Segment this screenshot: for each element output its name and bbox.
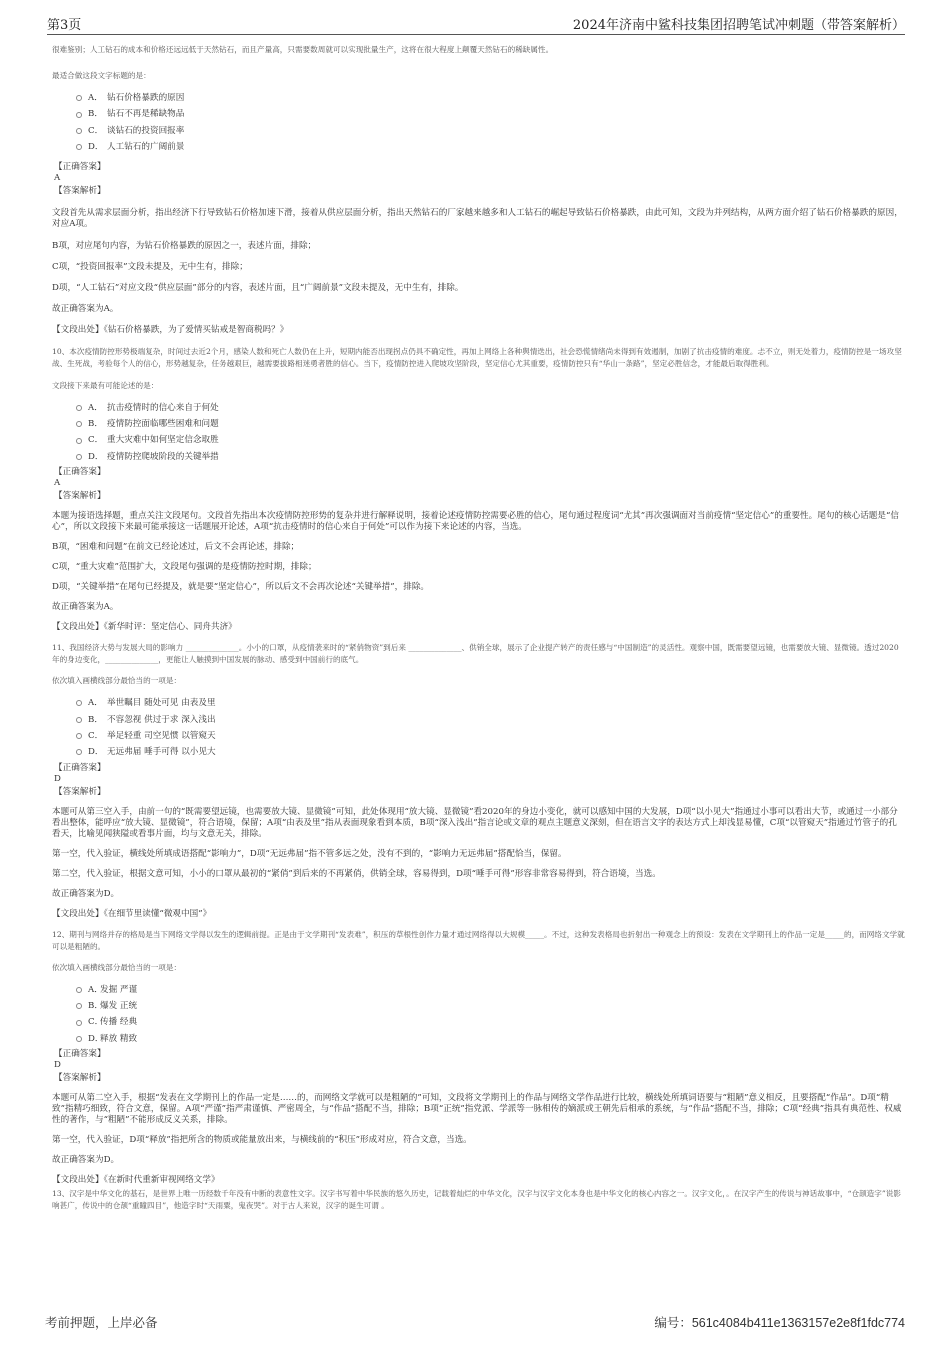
q12-passage: 12、期刊与网络并存的格局是当下网络文学得以发生的逻辑前提。正是由于文学期刊“发表难”，积压的草根性创作力量才通过网络得以大规模_____。不过，这种发表格局也折射出一种观念上的预设：发表在文学期刊上的作品一定是_____的，而网络文学就可以是粗陋的。	[52, 929, 905, 951]
radio-icon[interactable]	[76, 733, 82, 739]
q10-stem: 文段接下来最有可能论述的是：	[52, 380, 159, 390]
q11-options	[76, 695, 905, 761]
radio-icon[interactable]	[76, 987, 82, 993]
q12-options	[76, 982, 905, 1048]
footer-slogan: 考前押题，上岸必备	[45, 1315, 158, 1330]
q11-answer: D	[54, 773, 61, 784]
q11-analysis-4: 故正确答案为D。	[52, 888, 120, 899]
q9-answer: A	[54, 172, 61, 183]
q12-stem: 依次填入画横线部分最恰当的一项是：	[52, 962, 182, 972]
radio-icon[interactable]	[76, 749, 82, 755]
q10-analysis-5: 故正确答案为A。	[52, 602, 119, 613]
page-content	[52, 40, 905, 1212]
radio-icon[interactable]	[76, 1003, 82, 1009]
footer-id	[654, 1313, 905, 1331]
q9-options	[76, 90, 905, 156]
q9-option-a[interactable]: A． 钻石价格暴跌的原因	[76, 90, 905, 106]
radio-icon[interactable]	[76, 405, 82, 411]
q12-option-a[interactable]: A． 发掘 严谨	[76, 982, 905, 998]
q11-source: 【文段出处】《在细节里读懂“微观中国”》	[52, 908, 212, 919]
q10-analysis-1: 本题为接语选择题，重点关注文段尾句。文段首先指出本次疫情防控形势的复杂并进行解释说明，接着论述疫情防控需要必胜的信心，尾句通过程度词“尤其”再次强调面对当前疫情“坚定信心”的重要性。尾句的核心话题是“信心”，所以文段接下来最可能承接这一话题展开论述，A项“抗击疫情时的信心来自于何处”可以作为接下来论述的内容，当选。	[52, 511, 899, 533]
q10-analysis-3: C项，“重大灾难”范围扩大，文段尾句强调的是疫情防控时期，排除；	[52, 562, 317, 573]
page-number: 第3页	[47, 18, 82, 33]
page-footer	[45, 1313, 905, 1329]
q11-passage: 11、我国经济大势与发展大局的影响力 ______________。小小的口罩，从疫情袭来时的“紧俏物资”到后来 ______________、供销全球，展示了企业提产转产的责任感与“中国制造”的灵活性。观察中国，既需要望远镜，也需要放大镜、显微镜。透过2020年的身边变化，______________，更能让人触摸到中国发展的脉动、感受到中国前行的底气。	[52, 643, 899, 665]
q9-analysis-2: B项，对应尾句内容，为钻石价格暴跌的原因之一，表述片面，排除；	[52, 240, 317, 251]
q9-answer-label: 【正确答案】	[54, 161, 106, 172]
radio-icon[interactable]	[76, 421, 82, 427]
q10-analysis-2: B项，“困难和问题”在前文已经论述过，后文不会再论述，排除；	[52, 542, 300, 553]
radio-icon[interactable]	[76, 112, 82, 118]
radio-icon[interactable]	[76, 128, 82, 134]
page-header	[47, 14, 905, 35]
q10-option-b[interactable]: B． 疫情防控面临哪些困难和问题	[76, 416, 905, 432]
q10-answer-label: 【正确答案】	[54, 467, 106, 478]
q12-analysis-label: 【答案解析】	[54, 1073, 106, 1084]
radio-icon[interactable]	[76, 700, 82, 706]
q11-analysis-label: 【答案解析】	[54, 786, 106, 797]
q12-option-d[interactable]: D． 释放 精致	[76, 1031, 905, 1047]
q12-answer: D	[54, 1060, 61, 1071]
q12-analysis-2: 第一空，代入验证，D项“释放”指把所含的物质或能量放出来，与横线前的“积压”形成对应，符合文意，当选。	[52, 1135, 472, 1146]
q10-options	[76, 400, 905, 466]
q12-source: 【文段出处】《在新时代重新审视网络文学》	[52, 1175, 220, 1186]
q9-analysis-1: 文段首先从需求层面分析，指出经济下行导致钻石价格加速下滑，接着从供应层面分析，指出天然钻石的厂家越来越多和人工钻石的崛起导致钻石价格暴跌，由此可知，文段为并列结构，从两方面介绍了钻石价格暴跌的原因，对应A项。	[52, 207, 903, 229]
q11-stem: 依次填入画横线部分最恰当的一项是：	[52, 676, 182, 686]
q9-option-d[interactable]: D． 人工钻石的广阔前景	[76, 139, 905, 155]
q9-analysis-5: 故正确答案为A。	[52, 303, 119, 314]
footer-id-code: 561c4084b411e1363157e2e8f1fdc774	[691, 1316, 905, 1330]
q10-option-a[interactable]: A． 抗击疫情时的信心来自于何处	[76, 400, 905, 416]
q10-answer: A	[54, 478, 61, 489]
q11-option-b[interactable]: B． 不容忽视 供过于求 深入浅出	[76, 712, 905, 728]
q11-option-c[interactable]: C． 举足轻重 司空见惯 以管窥天	[76, 728, 905, 744]
q9-option-c[interactable]: C． 谈钻石的投资回报率	[76, 123, 905, 139]
footer-id-label: 编号：	[654, 1315, 692, 1330]
q12-option-b[interactable]: B． 爆发 正统	[76, 998, 905, 1014]
q11-analysis-3: 第二空，代入验证，根据文意可知，小小的口罩从最初的“紧俏”到后来的不再紧俏，供销全球，容易得到，D项“唾手可得”形容非常容易得到，符合语境，当选。	[52, 868, 661, 879]
radio-icon[interactable]	[76, 95, 82, 101]
radio-icon[interactable]	[76, 1020, 82, 1026]
document-title: 2024年济南中鲨科技集团招聘笔试冲刺题（带答案解析）	[572, 18, 905, 33]
q10-analysis-label: 【答案解析】	[54, 491, 106, 502]
q10-analysis-4: D项，“关键举措”在尾句已经提及，就是要“坚定信心”，所以后文不会再次论述“关键举措”，排除。	[52, 582, 430, 593]
q9-analysis-4: D项，“人工钻石”对应文段“供应层面”部分的内容，表述片面，且“广阔前景”文段未提及，无中生有，排除。	[52, 282, 464, 293]
q11-option-a[interactable]: A． 举世瞩目 随处可见 由表及里	[76, 695, 905, 711]
q12-option-c[interactable]: C． 传播 经典	[76, 1014, 905, 1030]
q13-passage: 13、汉字是中华文化的基石，是世界上唯一历经数千年没有中断的表意性文字。汉字书写着中华民族的悠久历史，记载着灿烂的中华文化，汉字与汉字文化本身也是中华文化的核心内容之一。汉字文化，。在汉字产生的传说与神话故事中，“仓颉造字”说影响甚广，传说中的仓颉“重瞳四目”，他造字时“天雨粟，鬼夜哭”。对于古人来说，汉字的诞生可谓 。	[52, 1189, 901, 1211]
q10-option-c[interactable]: C． 重大灾难中如何坚定信念取胜	[76, 432, 905, 448]
radio-icon[interactable]	[76, 1036, 82, 1042]
q9-option-b[interactable]: B． 钻石不再是稀缺物品	[76, 106, 905, 122]
q11-answer-label: 【正确答案】	[54, 762, 106, 773]
q12-analysis-3: 故正确答案为D。	[52, 1155, 120, 1166]
q9-analysis-3: C项，“投资回报率”文段未提及，无中生有，排除；	[52, 261, 248, 272]
q12-answer-label: 【正确答案】	[54, 1049, 106, 1060]
q11-analysis-2: 第一空，代入验证，横线处所填成语搭配“影响力”，D项“无远弗届”指不管多远之处，没有不到的，“影响力无远弗届”搭配恰当，保留。	[52, 848, 567, 859]
q9-analysis-label: 【答案解析】	[54, 185, 106, 196]
radio-icon[interactable]	[76, 717, 82, 723]
radio-icon[interactable]	[76, 438, 82, 444]
q10-passage: 10、本次疫情防控形势极端复杂，时间过去近2个月，感染人数和死亡人数仍在上升，短期内能否出现拐点仍具不确定性，再加上网络上各种舆情迭出，社会恐慌情绪尚未得到有效遏制，加剧了抗击疫情的难度。忐不立，则无处着力，疫情防控是一场攻坚战、生死战，考验每个人的信心，形势越复杂，任务越艰巨，越需要拔路相迷勇者胜的信心。当下，疫情防控进入爬坡攻坚阶段，坚定信心尤其重要，疫情防控只有“华山一条路”，坚定必胜信念，才能最后取得胜利。	[52, 346, 902, 368]
q10-source: 【文段出处】《新华时评：坚定信心、同舟共济》	[52, 622, 237, 633]
radio-icon[interactable]	[76, 144, 82, 150]
q9-source: 【文段出处】《钻石价格暴跌，为了爱情买钻戒是智商税吗？》	[52, 324, 289, 335]
q12-analysis-1: 本题可从第二空入手，根据“发表在文学期刊上的作品一定是……的，而网络文学就可以是粗陋的”可知，文段将文学期刊上的作品与网络文学作品进行比较，横线处所填词语要与“粗陋”意义相反，且要搭配“作品”。D项“精致”指精巧细致，符合文意，保留。A项“严谨”指严肃谨慎、严密周全，与“作品”搭配不当，排除；B项“正统”指党派、学派等一脉相传的嫡派或王朝先后相承的系统，与“作品”搭配不当，排除；C项“经典”指具有典范性、权威性的著作，与“粗陋”不能形成反义关系，排除。	[52, 1093, 902, 1126]
q10-option-d[interactable]: D． 疫情防控爬坡阶段的关键举措	[76, 449, 905, 465]
radio-icon[interactable]	[76, 454, 82, 460]
q9-passage: 很难鉴别；人工钻石的成本和价格还远远低于天然钻石，而且产量高，只需要数周就可以实现批量生产，这将在很大程度上颠覆天然钻石的稀缺属性。	[52, 45, 554, 54]
q11-analysis-1: 本题可从第三空入手，由前一句的“既需要望远镜，也需要放大镜、显微镜”可知，此处体现用“放大镜、显微镜”看2020年的身边小变化，就可以感知中国的大发展，D项“以小见大”指通过小事可以看出大节，或通过一小部分看出整体，能呼应“放大镜、显微镜”，符合语境，保留；A项“由表及里”指从表面现象看到本质，B项“深入浅出”指言论或文章的观点主题意义深刻，但在语言文字的表达方式上却浅显易懂，C项“以管窥天”指通过竹管子的孔看天，比喻见闻狭隘或看事片面，均与文意无关，排除。	[52, 806, 898, 839]
q9-stem: 最适合做这段文字标题的是：	[52, 71, 151, 80]
q11-option-d[interactable]: D． 无远弗届 唾手可得 以小见大	[76, 744, 905, 760]
